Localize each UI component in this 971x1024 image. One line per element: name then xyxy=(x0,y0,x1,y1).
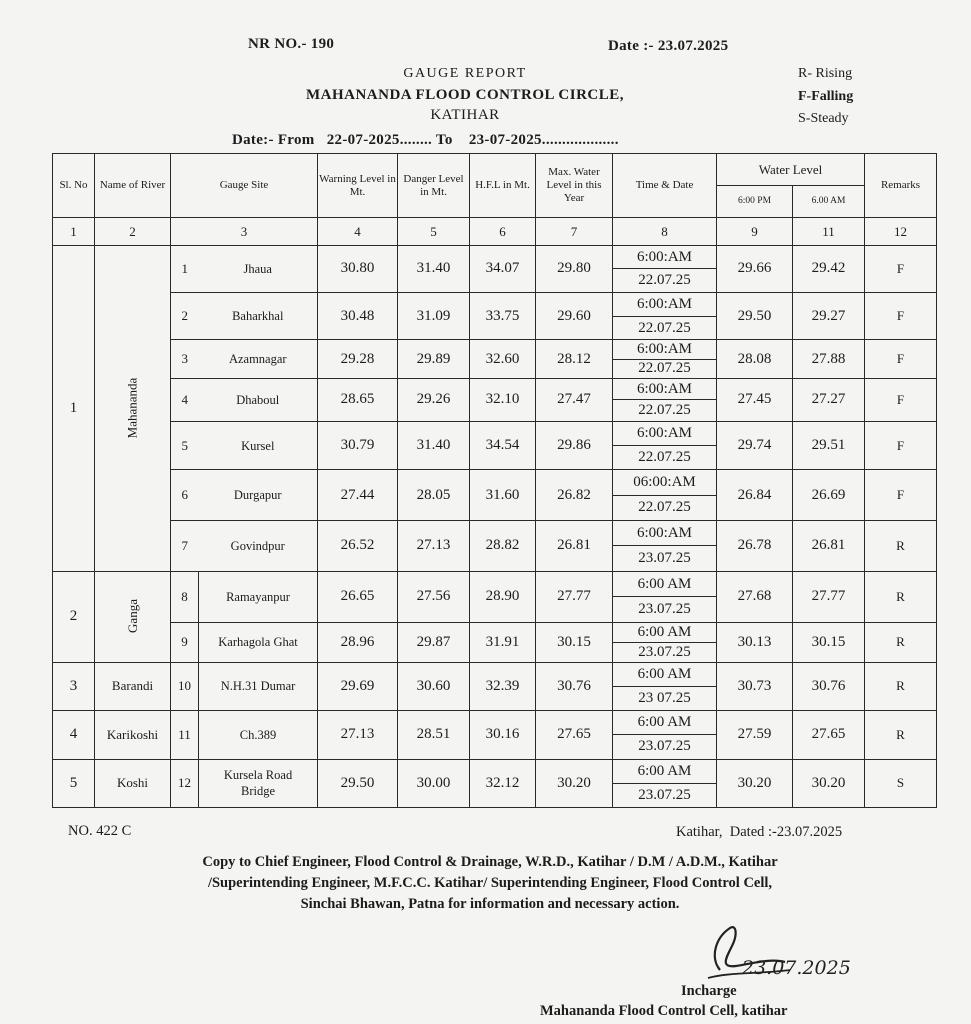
level-am: 29.42 xyxy=(793,245,865,292)
time-date xyxy=(613,622,717,662)
danger-level: 28.51 xyxy=(398,711,470,759)
column-number-row xyxy=(53,218,937,245)
time-date xyxy=(613,470,717,520)
site-number: 8 xyxy=(171,572,199,622)
danger-level: 29.89 xyxy=(398,340,470,378)
header-wl-pm: 6:00 PM xyxy=(717,186,793,218)
circle-city: KATIHAR xyxy=(430,107,500,123)
level-pm: 26.78 xyxy=(717,520,793,571)
header-row xyxy=(53,154,937,186)
time: 6:00:AM xyxy=(613,293,716,317)
group-sl: 3 xyxy=(53,662,95,710)
danger-level: 29.26 xyxy=(398,378,470,421)
time: 6:00 AM xyxy=(613,711,716,735)
time: 6:00:AM xyxy=(613,422,716,446)
group-sl: 1 xyxy=(53,245,95,571)
max-water-level: 30.20 xyxy=(536,759,613,807)
river-name: Barandi xyxy=(95,662,171,710)
time: 6:00 AM xyxy=(613,760,716,784)
header-water-level: Water Level xyxy=(717,154,865,186)
header-warning: Warning Level in Mt. xyxy=(318,154,398,218)
danger-level: 31.09 xyxy=(398,293,470,340)
time-date xyxy=(613,572,717,622)
colnum: 4 xyxy=(318,218,398,245)
site-name: Karhagola Ghat xyxy=(199,622,318,662)
time: 6:00 AM xyxy=(613,663,716,687)
remarks: F xyxy=(865,378,937,421)
danger-level: 27.56 xyxy=(398,572,470,622)
group-river xyxy=(95,572,171,663)
time-date xyxy=(613,378,717,421)
level-am: 29.27 xyxy=(793,293,865,340)
time: 6:00:AM xyxy=(613,246,716,270)
header-danger: Danger Level in Mt. xyxy=(398,154,470,218)
max-water-level: 29.60 xyxy=(536,293,613,340)
table-row xyxy=(53,340,937,378)
warning-level: 30.79 xyxy=(318,422,398,470)
warning-level: 27.13 xyxy=(318,711,398,759)
copy-line-3: Sinchai Bhawan, Patna for information and necessary action. xyxy=(300,896,680,912)
colnum: 11 xyxy=(793,218,865,245)
copy-line-1: Copy to Chief Engineer, Flood Control & Drainage, W.R.D., Katihar / D.M / A.D.M., Katihar xyxy=(202,854,778,870)
hfl: 33.75 xyxy=(470,293,536,340)
site-number: 6 xyxy=(171,470,199,520)
site-number: 7 xyxy=(171,520,199,571)
date: 22.07.25 xyxy=(638,402,691,419)
level-am: 27.65 xyxy=(793,711,865,759)
time-date xyxy=(613,340,717,378)
hfl: 32.10 xyxy=(470,378,536,421)
site-number: 10 xyxy=(171,662,199,710)
time: 6:00 AM xyxy=(613,572,716,597)
warning-level: 29.69 xyxy=(318,662,398,710)
date: 23.07.25 xyxy=(638,643,691,660)
nr-number: NR NO.- 190 xyxy=(248,36,335,52)
danger-level: 29.87 xyxy=(398,622,470,662)
site-number: 11 xyxy=(171,711,199,759)
hfl: 28.82 xyxy=(470,520,536,571)
date: 22.07.25 xyxy=(638,319,691,336)
max-water-level: 28.12 xyxy=(536,340,613,378)
site-name: Ramayanpur xyxy=(199,572,318,622)
site-name: Kursela Road Bridge xyxy=(199,759,318,807)
site-name: Baharkhal xyxy=(199,293,318,340)
danger-level: 31.40 xyxy=(398,245,470,292)
level-am: 26.69 xyxy=(793,470,865,520)
site-name: Durgapur xyxy=(199,470,318,520)
colnum: 5 xyxy=(398,218,470,245)
dated: Katihar, Dated :-23.07.2025 xyxy=(676,824,843,840)
max-water-level: 30.15 xyxy=(536,622,613,662)
header-wl-am: 6.00 AM xyxy=(793,186,865,218)
header-hfl: H.F.L in Mt. xyxy=(470,154,536,218)
site-number: 1 xyxy=(171,245,199,292)
remarks: R xyxy=(865,622,937,662)
group-sl: 4 xyxy=(53,711,95,759)
header-river: Name of River xyxy=(95,154,171,218)
colnum: 2 xyxy=(95,218,171,245)
warning-level: 30.48 xyxy=(318,293,398,340)
legend-steady: S-Steady xyxy=(798,111,849,126)
table-row xyxy=(53,711,937,759)
hfl: 31.60 xyxy=(470,470,536,520)
site-number: 3 xyxy=(171,340,199,378)
level-pm: 26.84 xyxy=(717,470,793,520)
header-maxwl: Max. Water Level in this Year xyxy=(536,154,613,218)
hfl: 28.90 xyxy=(470,572,536,622)
date: 22.07.25 xyxy=(638,449,691,466)
max-water-level: 29.86 xyxy=(536,422,613,470)
table-row xyxy=(53,422,937,470)
warning-level: 29.28 xyxy=(318,340,398,378)
site-number: 5 xyxy=(171,422,199,470)
river-name: Karikoshi xyxy=(95,711,171,759)
table-row xyxy=(53,470,937,520)
danger-level: 31.40 xyxy=(398,422,470,470)
level-pm: 30.73 xyxy=(717,662,793,710)
remarks: R xyxy=(865,520,937,571)
level-pm: 27.68 xyxy=(717,572,793,622)
level-pm: 27.45 xyxy=(717,378,793,421)
date: 23 07.25 xyxy=(638,690,691,707)
site-number: 9 xyxy=(171,622,199,662)
date: 22.07.25 xyxy=(638,272,691,289)
remarks: F xyxy=(865,470,937,520)
table-row xyxy=(53,520,937,571)
level-am: 30.15 xyxy=(793,622,865,662)
time-date xyxy=(613,293,717,340)
time: 6:00 AM xyxy=(613,623,716,643)
table-row xyxy=(53,572,937,622)
time-date xyxy=(613,422,717,470)
site-name: Ch.389 xyxy=(199,711,318,759)
table-row xyxy=(53,245,937,292)
max-water-level: 27.77 xyxy=(536,572,613,622)
river-name: Koshi xyxy=(95,759,171,807)
max-water-level: 27.65 xyxy=(536,711,613,759)
copy-line-2: /Superintending Engineer, M.F.C.C. Katihar/ Superintending Engineer, Flood Control Cell, xyxy=(207,875,773,891)
gauge-table xyxy=(52,153,937,808)
letter-number: NO. 422 C xyxy=(68,823,132,839)
table-row xyxy=(53,378,937,421)
hfl: 32.39 xyxy=(470,662,536,710)
signature-date: 23.07.2025 xyxy=(742,957,851,979)
warning-level: 28.96 xyxy=(318,622,398,662)
level-am: 27.27 xyxy=(793,378,865,421)
danger-level: 28.05 xyxy=(398,470,470,520)
hfl: 32.12 xyxy=(470,759,536,807)
hfl: 34.54 xyxy=(470,422,536,470)
level-pm: 27.59 xyxy=(717,711,793,759)
max-water-level: 26.82 xyxy=(536,470,613,520)
warning-level: 30.80 xyxy=(318,245,398,292)
header-remarks: Remarks xyxy=(865,154,937,218)
danger-level: 27.13 xyxy=(398,520,470,571)
legend-rising: R- Rising xyxy=(798,66,853,81)
level-pm: 29.66 xyxy=(717,245,793,292)
warning-level: 28.65 xyxy=(318,378,398,421)
warning-level: 29.50 xyxy=(318,759,398,807)
time: 6:00:AM xyxy=(613,521,716,547)
level-am: 27.88 xyxy=(793,340,865,378)
hfl: 30.16 xyxy=(470,711,536,759)
group-sl: 2 xyxy=(53,572,95,663)
date: 23.07.25 xyxy=(638,550,691,567)
colnum: 7 xyxy=(536,218,613,245)
header-sl: Sl. No xyxy=(53,154,95,218)
remarks: F xyxy=(865,422,937,470)
level-pm: 29.74 xyxy=(717,422,793,470)
hfl: 32.60 xyxy=(470,340,536,378)
level-pm: 28.08 xyxy=(717,340,793,378)
site-name: Azamnagar xyxy=(199,340,318,378)
date: 23.07.25 xyxy=(638,600,691,617)
site-name: Kursel xyxy=(199,422,318,470)
colnum: 3 xyxy=(171,218,318,245)
max-water-level: 30.76 xyxy=(536,662,613,710)
max-water-level: 27.47 xyxy=(536,378,613,421)
level-am: 26.81 xyxy=(793,520,865,571)
date: 23.07.25 xyxy=(638,738,691,755)
time: 06:00:AM xyxy=(613,470,716,495)
office-name: Mahananda Flood Control Cell, katihar xyxy=(540,1003,788,1019)
remarks: R xyxy=(865,711,937,759)
report-date: Date :- 23.07.2025 xyxy=(608,38,729,54)
time-date xyxy=(613,711,717,759)
time-date xyxy=(613,759,717,807)
level-pm: 29.50 xyxy=(717,293,793,340)
hfl: 34.07 xyxy=(470,245,536,292)
time-date xyxy=(613,520,717,571)
max-water-level: 29.80 xyxy=(536,245,613,292)
incharge-label: Incharge xyxy=(681,983,737,999)
site-name: Govindpur xyxy=(199,520,318,571)
danger-level: 30.60 xyxy=(398,662,470,710)
hfl: 31.91 xyxy=(470,622,536,662)
table-row xyxy=(53,622,937,662)
site-name: N.H.31 Dumar xyxy=(199,662,318,710)
table-row xyxy=(53,759,937,807)
time: 6:00:AM xyxy=(613,379,716,401)
colnum: 8 xyxy=(613,218,717,245)
colnum: 1 xyxy=(53,218,95,245)
remarks: F xyxy=(865,245,937,292)
report-title: GAUGE REPORT xyxy=(403,66,527,81)
site-number: 4 xyxy=(171,378,199,421)
level-am: 30.76 xyxy=(793,662,865,710)
signature xyxy=(690,918,890,988)
level-pm: 30.20 xyxy=(717,759,793,807)
colnum: 9 xyxy=(717,218,793,245)
danger-level: 30.00 xyxy=(398,759,470,807)
date-range: Date:- From 22-07-2025........ To 23-07-2025................... xyxy=(232,132,619,148)
warning-level: 27.44 xyxy=(318,470,398,520)
group-river xyxy=(95,245,171,571)
remarks: S xyxy=(865,759,937,807)
warning-level: 26.65 xyxy=(318,572,398,622)
time-date xyxy=(613,245,717,292)
date: 22.07.25 xyxy=(638,360,691,377)
table-row xyxy=(53,662,937,710)
river-name: Mahananda xyxy=(124,377,140,439)
river-name: Ganga xyxy=(124,599,140,634)
date: 22.07.25 xyxy=(638,499,691,516)
warning-level: 26.52 xyxy=(318,520,398,571)
time: 6:00:AM xyxy=(613,340,716,359)
legend-falling: F-Falling xyxy=(798,89,854,104)
max-water-level: 26.81 xyxy=(536,520,613,571)
site-name: Dhaboul xyxy=(199,378,318,421)
time-date xyxy=(613,662,717,710)
colnum: 12 xyxy=(865,218,937,245)
group-sl: 5 xyxy=(53,759,95,807)
level-am: 27.77 xyxy=(793,572,865,622)
level-am: 30.20 xyxy=(793,759,865,807)
header-site: Gauge Site xyxy=(171,154,318,218)
remarks: F xyxy=(865,293,937,340)
level-pm: 30.13 xyxy=(717,622,793,662)
circle-name: MAHANANDA FLOOD CONTROL CIRCLE, xyxy=(305,87,625,103)
level-am: 29.51 xyxy=(793,422,865,470)
remarks: R xyxy=(865,572,937,622)
remarks: R xyxy=(865,662,937,710)
site-name: Jhaua xyxy=(199,245,318,292)
header-time: Time & Date xyxy=(613,154,717,218)
colnum: 6 xyxy=(470,218,536,245)
site-number: 12 xyxy=(171,759,199,807)
table-row xyxy=(53,293,937,340)
site-number: 2 xyxy=(171,293,199,340)
date: 23.07.25 xyxy=(638,786,691,803)
remarks: F xyxy=(865,340,937,378)
